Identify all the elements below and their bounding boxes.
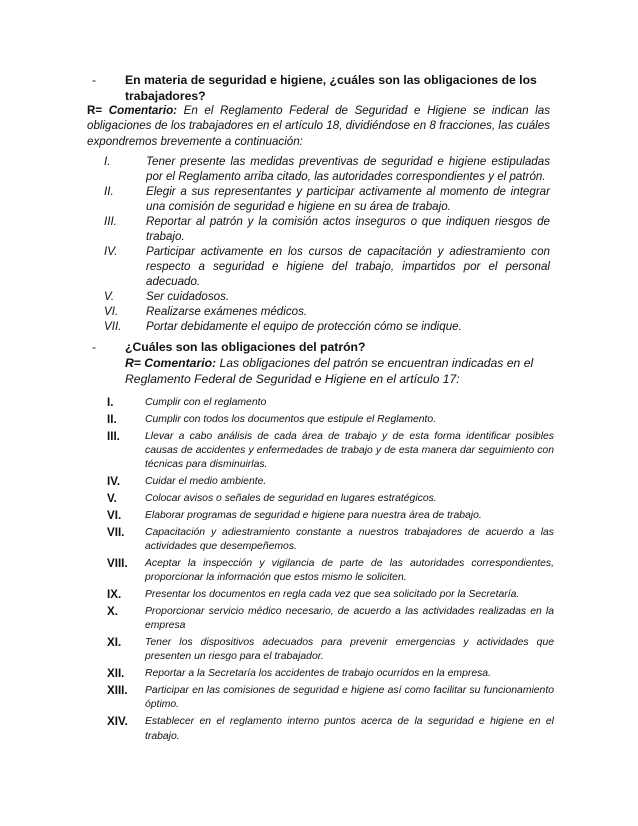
comment-text: En el Reglamento Federal de Seguridad e Higiene se indican las obligaciones de los trabajadores en el artículo 18, dividiéndose en 8 fracciones, las cuáles expondremos brevemente a continuación:: [87, 104, 550, 148]
item-text: Reportar al patrón y la comisión actos inseguros o que indiquen riesgos de trabajo.: [146, 215, 550, 243]
item-number: III.: [107, 429, 120, 443]
item-text: Cuidar el medio ambiente.: [145, 476, 267, 488]
item-text: Tener los dispositivos adecuados para prevenir emergencias y actividades que presenten un riesgo para el trabajador.: [145, 637, 554, 663]
list-item: [104, 319, 550, 334]
item-number: X.: [107, 604, 118, 618]
item-number: VII.: [107, 525, 125, 539]
list-item: [104, 154, 550, 184]
list-item: [107, 492, 554, 506]
item-text: Participar activamente en los cursos de capacitación y adiestramiento con respecto a seguridad e higiene del trabajo, impartidos por el personal adecuado.: [146, 245, 550, 288]
item-text: Capacitación y adiestramiento constante a nuestros trabajadores de acuerdo a las actividades que desempeñemos.: [145, 526, 554, 552]
list-item: [107, 557, 554, 586]
comment-paragraph: [125, 355, 555, 387]
item-number: V.: [107, 492, 117, 505]
list-item: [107, 636, 554, 665]
list-item: [107, 526, 554, 555]
item-number: VII.: [104, 320, 122, 333]
item-number: XIII.: [107, 684, 128, 697]
question-text: ¿Cuáles son las obligaciones del patrón?: [125, 340, 366, 354]
item-number: V.: [104, 290, 115, 303]
comment-text: Las obligaciones del patrón se encuentran indicadas en el Reglamento Federal de Seguridad e Higiene en el artículo 17:: [125, 356, 534, 386]
item-number: XII.: [107, 667, 125, 681]
item-text: Proporcionar servicio médico necesario, de acuerdo a las actividades realizadas en la empresa: [145, 605, 554, 632]
item-text: Realizarse exámenes médicos.: [146, 305, 308, 318]
comment-label: Comentario:: [108, 104, 178, 117]
item-text: Reportar a la Secretaría los accidentes de trabajo ocurridos en la empresa.: [145, 668, 491, 680]
workers-obligations-list: [104, 154, 550, 334]
item-number: VI.: [107, 508, 122, 522]
list-item: [104, 244, 550, 289]
item-number: IV.: [104, 245, 118, 258]
item-text: Cumplir con el reglamento: [145, 397, 267, 408]
list-item: [107, 605, 554, 634]
item-text: Colocar avisos o señales de seguridad en lugares estratégicos.: [145, 493, 437, 504]
list-item: [107, 715, 554, 744]
list-item: [104, 304, 550, 319]
list-item: [107, 684, 554, 713]
item-text: Elaborar programas de seguridad e higiene para nuestra área de trabajo.: [145, 509, 482, 521]
item-text: Presentar los documentos en regla cada vez que sea solicitado por la Secretaría.: [145, 589, 520, 600]
item-number: XI.: [107, 636, 122, 649]
question-employer-obligations: [92, 339, 562, 355]
item-number: IV.: [107, 475, 121, 489]
comment-paragraph: [87, 103, 550, 149]
list-item: [107, 396, 554, 410]
employer-obligations-list: [107, 396, 554, 746]
list-item: [104, 184, 550, 214]
bullet-dash: -: [92, 73, 97, 87]
item-number: III.: [104, 215, 117, 228]
item-number: VI.: [104, 305, 119, 318]
item-text: Portar debidamente el equipo de protección cómo se indique.: [146, 320, 462, 333]
item-text: Llevar a cabo análisis de cada área de trabajo y de esta forma identificar posibles causas de accidentes y enfermedades de trabajo y de esta manera dar seguimiento con técnicas para disminuirlas.: [145, 430, 554, 471]
list-item: [104, 214, 550, 244]
item-number: VIII.: [107, 556, 128, 570]
list-item: [107, 413, 554, 427]
item-text: Tener presente las medidas preventivas de seguridad e higiene estipuladas por el Reglamento arriba citado, las autoridades correspondientes y el patrón.: [146, 155, 550, 183]
item-number: II.: [107, 412, 117, 426]
item-number: I.: [107, 396, 114, 409]
list-item: [107, 509, 554, 523]
list-item: [104, 289, 550, 304]
item-text: Cumplir con todos los documentos que estipule el Reglamento.: [145, 413, 437, 425]
list-item: [107, 588, 554, 602]
list-item: [107, 430, 554, 473]
question-workers-obligations: [92, 72, 562, 104]
comment-label: R= Comentario:: [125, 356, 217, 370]
item-text: Aceptar la inspección y vigilancia de parte de las autoridades correspondientes, proporcionar la información que estos mismo le soliciten.: [145, 557, 554, 584]
item-text: Ser cuidadosos.: [146, 290, 230, 303]
item-number: XIV.: [107, 715, 128, 729]
item-text: Elegir a sus representantes y participar activamente al momento de integrar una comisión de seguridad e higiene en su área de trabajo.: [146, 185, 550, 213]
item-number: II.: [104, 185, 114, 198]
answer-label: R=: [87, 104, 103, 117]
bullet-dash: -: [92, 340, 97, 354]
question-text: En materia de seguridad e higiene, ¿cuáles son las obligaciones de los trabajadores?: [125, 73, 537, 103]
list-item: [107, 475, 554, 489]
list-item: [107, 667, 554, 681]
item-number: IX.: [107, 588, 122, 601]
item-text: Participar en las comisiones de seguridad e higiene así como facilitar su funcionamiento óptimo.: [145, 685, 554, 711]
item-number: I.: [104, 155, 111, 168]
item-text: Establecer en el reglamento interno puntos acerca de la seguridad e higiene en el trabajo.: [145, 716, 554, 742]
